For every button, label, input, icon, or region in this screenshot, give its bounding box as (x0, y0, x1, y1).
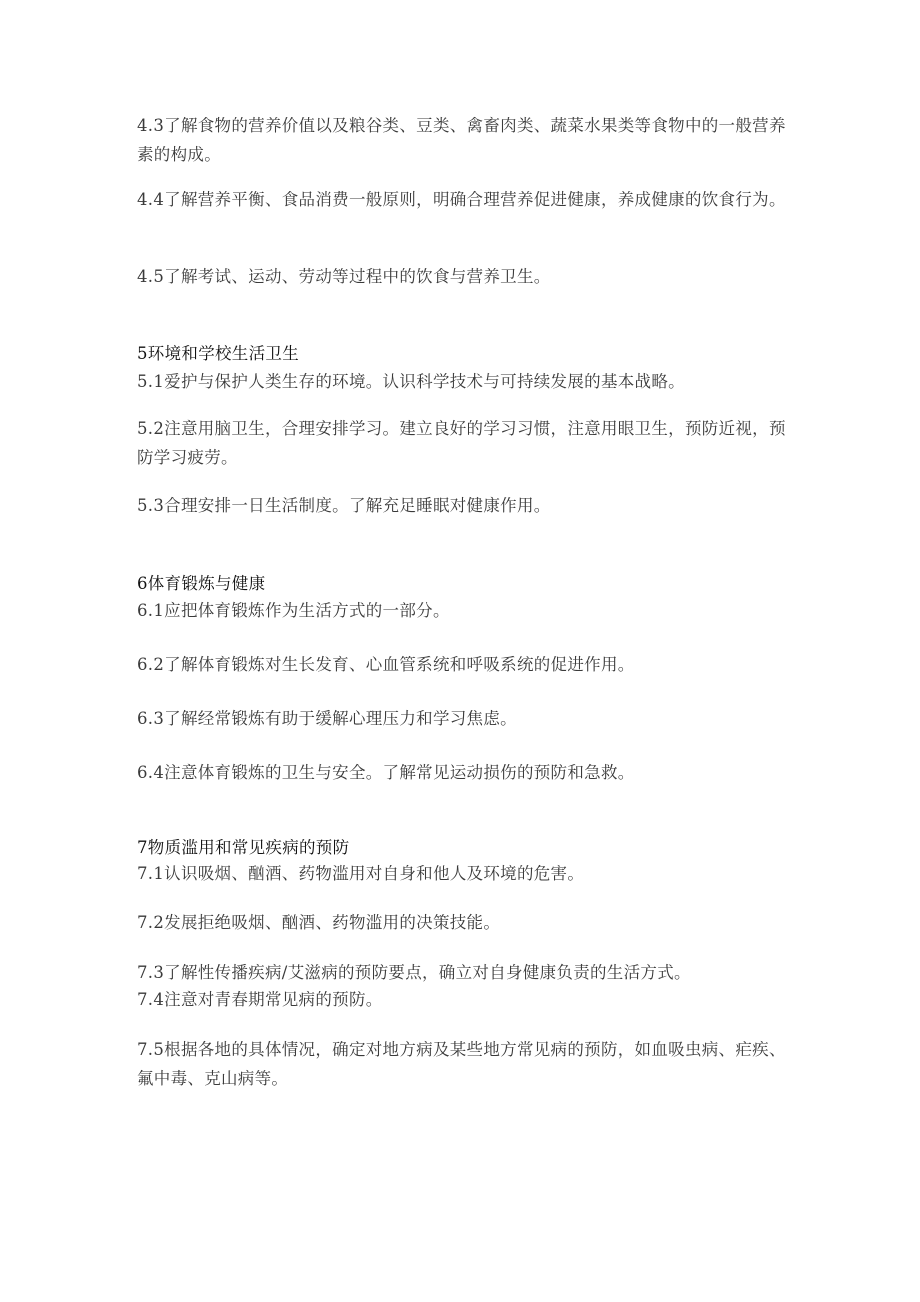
item-5-2: 5.2注意用脑卫生，合理安排学习。建立良好的学习习惯，注意用眼卫生，预防近视，预防学习疲劳。 (137, 419, 786, 467)
item-5-1: 5.1爱护与保护人类生存的环境。认识科学技术与可持续发展的基本战略。 (137, 372, 685, 391)
item-4-4: 4.4了解营养平衡、食品消费一般原则，明确合理营养促进健康，养成健康的饮食行为。 (137, 190, 786, 209)
item-7-4: 7.4注意对青春期常见病的预防。 (137, 990, 383, 1009)
item-7-5: 7.5根据各地的具体情况，确定对地方病及某些地方常见病的预防，如血吸虫病、疟疾、氟中毒、克山病等。 (137, 1040, 786, 1088)
item-7-1: 7.1认识吸烟、酗酒、药物滥用对自身和他人及环境的危害。 (137, 864, 585, 883)
item-7-2: 7.2发展拒绝吸烟、酗酒、药物滥用的决策技能。 (137, 913, 501, 932)
section-5-heading: 5环境和学校生活卫生 (137, 344, 299, 363)
item-5-3: 5.3合理安排一日生活制度。了解充足睡眠对健康作用。 (137, 496, 551, 515)
item-6-2: 6.2了解体育锻炼对生长发育、心血管系统和呼吸系统的促进作用。 (137, 655, 635, 674)
item-6-4: 6.4注意体育锻炼的卫生与安全。了解常见运动损伤的预防和急救。 (137, 763, 635, 782)
item-4-3: 4.3了解食物的营养价值以及粮谷类、豆类、禽畜肉类、蔬菜水果类等食物中的一般营养素的构成。 (137, 116, 786, 164)
section-6-heading: 6体育锻炼与健康 (137, 574, 266, 593)
item-4-5: 4.5了解考试、运动、劳动等过程中的饮食与营养卫生。 (137, 267, 551, 286)
section-7-heading: 7物质滥用和常见疾病的预防 (137, 838, 350, 857)
item-6-3: 6.3了解经常锻炼有助于缓解心理压力和学习焦虑。 (137, 709, 517, 728)
item-6-1: 6.1应把体育锻炼作为生活方式的一部分。 (137, 601, 450, 620)
item-7-3: 7.3了解性传播疾病/艾滋病的预防要点，确立对自身健康负责的生活方式。 (137, 963, 691, 982)
